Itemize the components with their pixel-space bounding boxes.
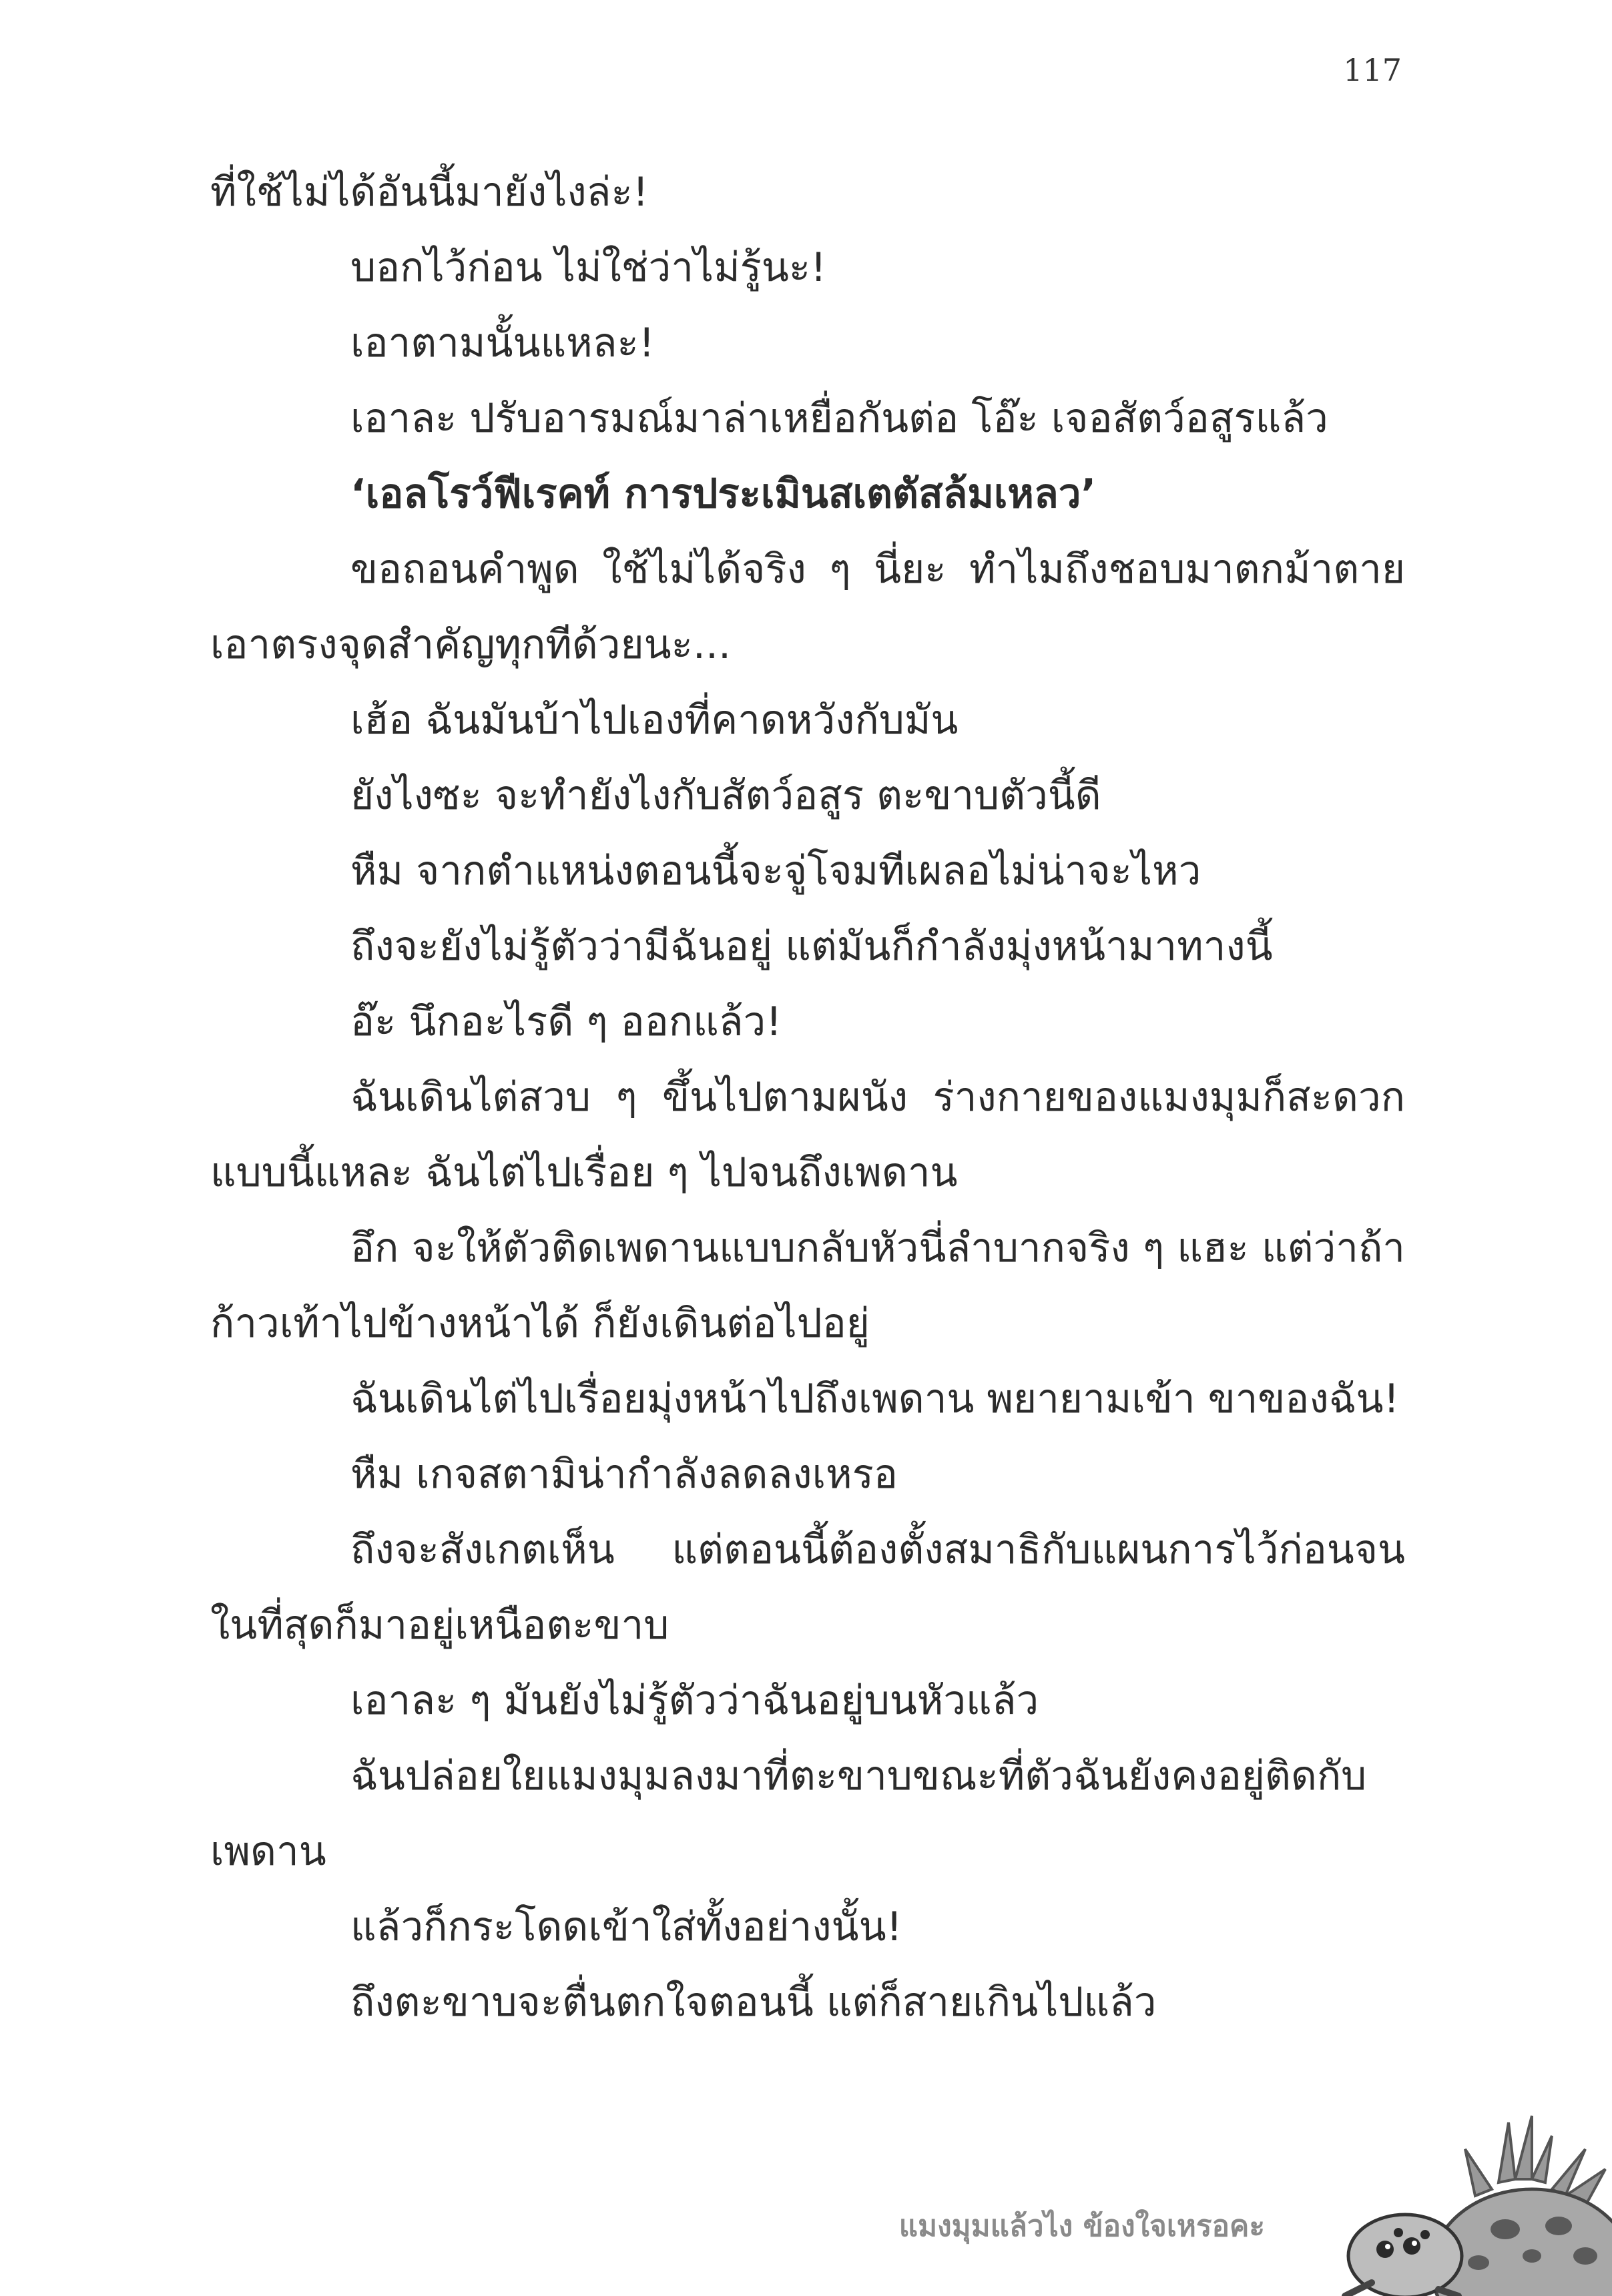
body-text [210,155,1405,2040]
paragraph-7: เฮ้อ ฉันมันบ้าไปเองที่คาดหวังกับมัน [350,697,959,744]
paragraph-4: เอาละ ปรับอารมณ์มาล่าเหยื่อกันต่อ โอ๊ะ เจอสัตว์อสูรแล้ว [350,395,1328,442]
paragraph-2: บอกไว้ก่อน ไม่ใช่ว่าไม่รู้นะ! [350,244,827,291]
paragraph-1: ที่ใช้ไม่ได้อันนี้มายังไงล่ะ! [210,169,649,216]
paragraph-6: ขอถอนคำพูด ใช้ไม่ได้จริง ๆ นี่ยะ ทำไมถึงชอบมาตกม้าตายเอาตรงจุดสำคัญทุกทีด้วยนะ... [210,546,1405,668]
paragraph-12: ฉันเดินไต่สวบ ๆ ขึ้นไปตามผนัง ร่างกายของแมงมุมก็สะดวกแบบนี้แหละ ฉันไต่ไปเรื่อย ๆ ไปจนถึงเพดาน [210,1074,1405,1196]
paragraph-14: ฉันเดินไต่ไปเรื่อยมุ่งหน้าไปถึงเพดาน พยายามเข้า ขาของฉัน! [350,1376,1400,1422]
paragraph-20: ถึงตะขาบจะตื่นตกใจตอนนี้ แต่ก็สายเกินไปแล้ว [350,1979,1157,2026]
paragraph-13: อึก จะให้ตัวติดเพดานแบบกลับหัวนี่ลำบากจริง ๆ แฮะ แต่ว่าถ้าก้าวเท้าไปข้างหน้าได้ ก็ยังเดินต่อไปอยู่ [210,1225,1405,1347]
page-number: 117 [1343,52,1402,88]
paragraph-3: เอาตามนั้นแหละ! [350,320,655,366]
paragraph-17: เอาละ ๆ มันยังไม่รู้ตัวว่าฉันอยู่บนหัวแล้ว [350,1677,1039,1724]
paragraph-8: ยังไงซะ จะทำยังไงกับสัตว์อสูร ตะขาบตัวนี้ดี [350,772,1101,819]
paragraph-15: หืม เกจสตามิน่ากำลังลดลงเหรอ [350,1451,898,1498]
running-footer-title: แมงมุมแล้วไง ข้องใจเหรอคะ [898,2209,1265,2243]
paragraph-18: ฉันปล่อยใยแมงมุมลงมาที่ตะขาบขณะที่ตัวฉันยังคงอยู่ติดกับเพดาน [210,1753,1367,1875]
paragraph-19: แล้วก็กระโดดเข้าใส่ทั้งอย่างนั้น! [350,1904,902,1950]
paragraph-16: ถึงจะสังเกตเห็น แต่ตอนนี้ต้องตั้งสมาธิกับแผนการไว้ก่อนจนในที่สุดก็มาอยู่เหนือตะขาบ [210,1526,1405,1649]
paragraph-10: ถึงจะยังไม่รู้ตัวว่ามีฉันอยู่ แต่มันก็กำลังมุ่งหน้ามาทางนี้ [350,923,1273,970]
paragraph-11: อ๊ะ นึกอะไรดี ๆ ออกแล้ว! [350,998,782,1045]
paragraph-9: หืม จากตำแหน่งตอนนี้จะจู่โจมทีเผลอไม่น่าจะไหว [350,848,1201,894]
skill-message: ‘เอลโรว์ฟีเรคท์ การประเมินสเตตัสล้มเหลว’ [350,471,1097,517]
spider-mascot-icon [1332,2096,1612,2296]
